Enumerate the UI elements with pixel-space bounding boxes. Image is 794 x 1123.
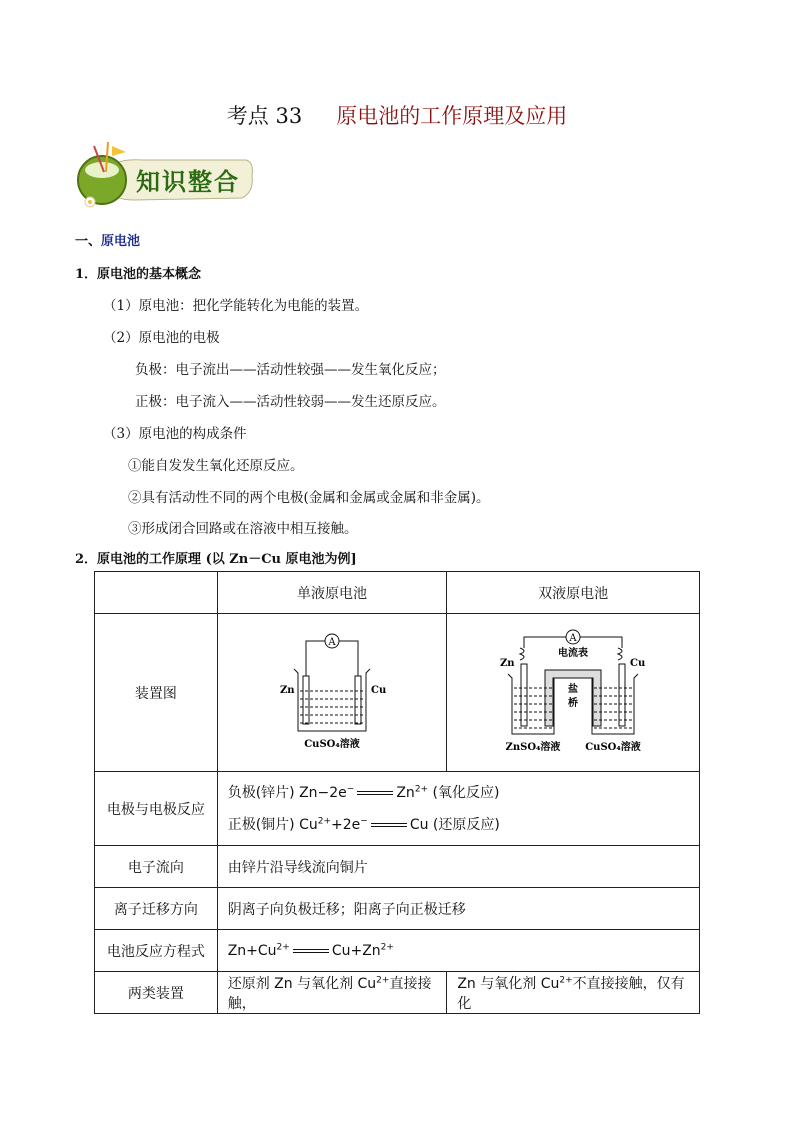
subheading-2: 2．原电池的工作原理 (以 Zn－Cu 原电池为例]: [75, 552, 357, 567]
cu-solution-label: CuSO₄溶液: [585, 741, 641, 753]
item-3: 负极：电子流出——活动性较强——发生氧化反应；: [135, 362, 446, 378]
cell-equation: $Zn+Cu^{2+}$ $Cu+Zn^{2+}$: [217, 930, 699, 972]
row-label-two-types: 两类装置: [95, 972, 218, 1014]
double-cell-diagram: [498, 626, 648, 756]
row-label-equation: 电池反应方程式: [95, 930, 218, 972]
item-7: ②具有活动性不同的两个电极(金属和金属或金属和非金属)。: [128, 490, 490, 506]
table-row-equation: [95, 930, 700, 972]
single-cell-diagram: [272, 631, 392, 751]
zn-label-2: Zn: [500, 657, 515, 669]
two-types-single: 还原剂 Zn 与氧化剂 $Cu^{2+}$直接接触，: [217, 972, 447, 1014]
item-8: ③形成闭合回路或在溶液中相互接触。: [128, 521, 358, 537]
two-types-double: Zn 与氧化剂 $Cu^{2+}$不直接接触，仅有化: [447, 972, 700, 1014]
section-prefix: 一、: [75, 234, 102, 249]
item-1: （1）原电池：把化学能转化为电能的装置。: [103, 298, 369, 314]
row-label-flow: 电子流向: [95, 846, 218, 888]
bridge-label-2: 桥: [568, 697, 579, 709]
ammeter-label: 电流表: [558, 647, 589, 659]
electron-flow-text: 由锌片沿导线流向铜片: [217, 846, 699, 888]
negative-electrode-reaction: 负极(锌片) Zn−2e− $Zn^{2+}$ (氧化反应): [227, 783, 500, 801]
table-row-ion: [95, 888, 700, 930]
item-5: （3）原电池的构成条件: [103, 426, 247, 442]
zn-label: Zn: [280, 684, 295, 696]
table-header-row: [95, 572, 700, 614]
row-label-ion: 离子迁移方向: [95, 888, 218, 930]
row-label-electrode: 电极与电极反应: [95, 772, 218, 846]
item-6: ①能自发发生氧化还原反应。: [128, 458, 304, 474]
header-double-cell: 双液原电池: [447, 572, 700, 614]
item-4: 正极：电子流入——活动性较弱——发生还原反应。: [135, 394, 446, 410]
cu-label: Cu: [371, 684, 387, 696]
positive-electrode-reaction: 正极(铜片) $Cu^{2+}+2e^-$ Cu (还原反应): [227, 815, 500, 833]
title-main: 原电池的工作原理及应用: [336, 104, 568, 128]
zn-solution-label: ZnSO₄溶液: [505, 741, 561, 753]
row-label-device: 装置图: [95, 614, 218, 772]
knowledge-banner: [74, 140, 254, 214]
ion-migration-text: 阴离子向负极迁移；阳离子向正极迁移: [217, 888, 699, 930]
meter-label: A: [328, 636, 336, 648]
banner-title: 知识整合: [136, 168, 240, 196]
subheading-1: 1．原电池的基本概念: [75, 267, 202, 282]
table-row-flow: [95, 846, 700, 888]
title-number: 考点 33: [226, 104, 303, 128]
bridge-label-1: 盐: [568, 683, 579, 695]
meter-label-2: A: [569, 632, 577, 644]
table-row-two-types: [95, 972, 700, 1014]
section-label: 原电池: [101, 234, 141, 249]
table-row-device: [95, 614, 700, 772]
principle-table: [94, 571, 700, 1014]
header-single-cell: 单液原电池: [217, 572, 447, 614]
item-2: （2）原电池的电极: [103, 330, 220, 346]
section-heading-1: [75, 230, 140, 249]
solution-label: CuSO₄溶液: [304, 738, 360, 750]
table-row-electrode: [95, 772, 700, 846]
page-title: [0, 100, 794, 130]
cu-label-2: Cu: [630, 657, 646, 669]
